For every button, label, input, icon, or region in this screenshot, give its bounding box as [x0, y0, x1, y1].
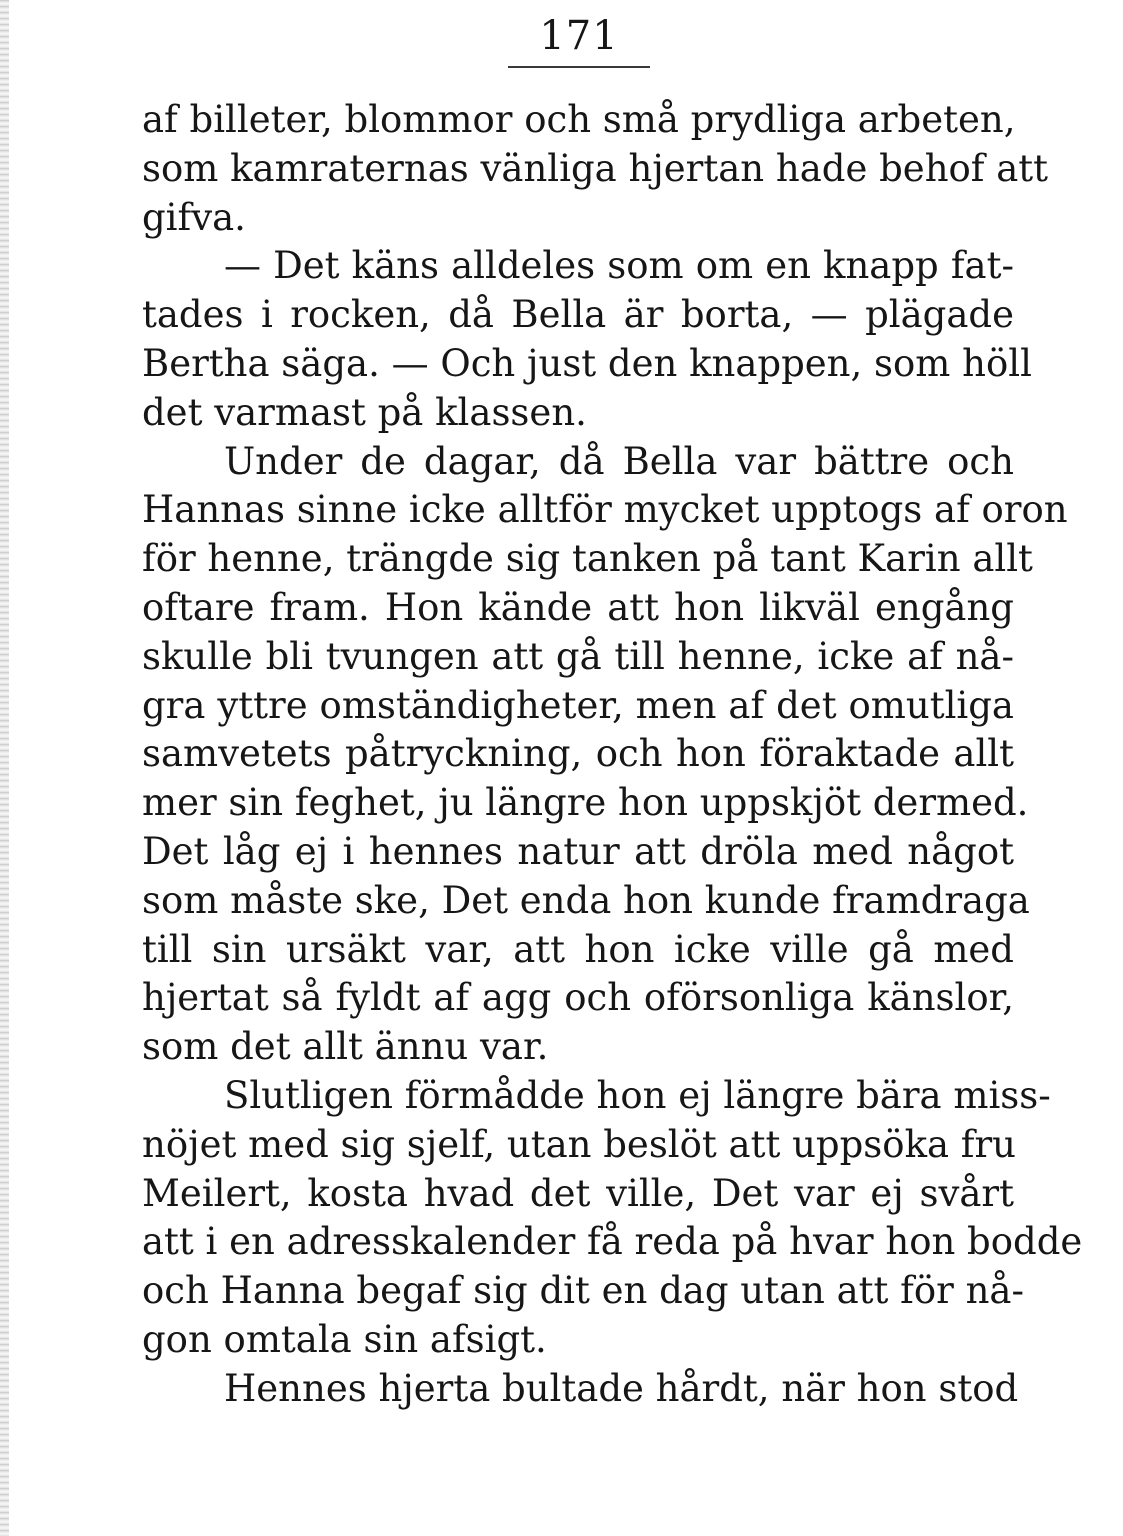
scan-edge-shadow — [0, 0, 9, 1536]
text-line: gra yttre omständigheter, men af det omutliga — [142, 683, 1014, 727]
text-line: tades i rocken, då Bella är borta, — plägade — [142, 293, 1014, 337]
text-line: samvetets påtryckning, och hon föraktade allt — [142, 732, 1014, 776]
text-line: mer sin feghet, ju längre hon uppskjöt dermed. — [142, 781, 1029, 825]
text-line: Hannas sinne icke alltför mycket upptogs af oron — [142, 488, 1068, 532]
text-line: nöjet med sig sjelf, utan beslöt att uppsöka fru — [142, 1122, 1017, 1166]
text-line: Det låg ej i hennes natur att dröla med något — [142, 829, 1014, 873]
text-line: Slutligen förmådde hon ej längre bära miss- — [224, 1073, 1051, 1117]
text-line: som måste ske, Det enda hon kunde framdraga — [142, 878, 1030, 922]
body-text — [142, 96, 1083, 1414]
text-line: gifva. — [142, 195, 246, 239]
text-line: — Det käns alldeles som om en knapp fat- — [224, 244, 1014, 288]
text-line: gon omtala sin afsigt. — [142, 1317, 547, 1361]
text-line: Hennes hjerta bultade hårdt, när hon stod — [224, 1366, 1019, 1410]
page-number-rule — [508, 66, 650, 68]
text-line: som det allt ännu var. — [142, 1025, 549, 1069]
text-line: Meilert, kosta hvad det ville, Det var ej svårt — [142, 1171, 1014, 1215]
text-line: och Hanna begaf sig dit en dag utan att för nå- — [142, 1269, 1024, 1313]
text-line: Under de dagar, då Bella var bättre och — [224, 439, 1014, 483]
text-line: skulle bli tvungen att gå till henne, icke af nå- — [142, 634, 1014, 678]
text-line: till sin ursäkt var, att hon icke ville gå med — [142, 927, 1014, 971]
text-line: hjertat så fyldt af agg och oförsonliga känslor, — [142, 976, 1014, 1020]
text-line: Bertha säga. — Och just den knappen, som höll — [142, 341, 1032, 385]
text-line: det varmast på klassen. — [142, 390, 587, 434]
page-number: 171 — [539, 13, 619, 59]
text-line: för henne, trängde sig tanken på tant Karin allt — [142, 537, 1033, 581]
text-line: som kamraternas vänliga hjertan hade behof att — [142, 146, 1049, 190]
text-line: att i en adresskalender få reda på hvar hon bodde — [142, 1220, 1083, 1264]
text-line: oftare fram. Hon kände att hon likväl engång — [142, 585, 1014, 629]
text-line: af billeter, blommor och små prydliga arbeten, — [142, 98, 1016, 141]
